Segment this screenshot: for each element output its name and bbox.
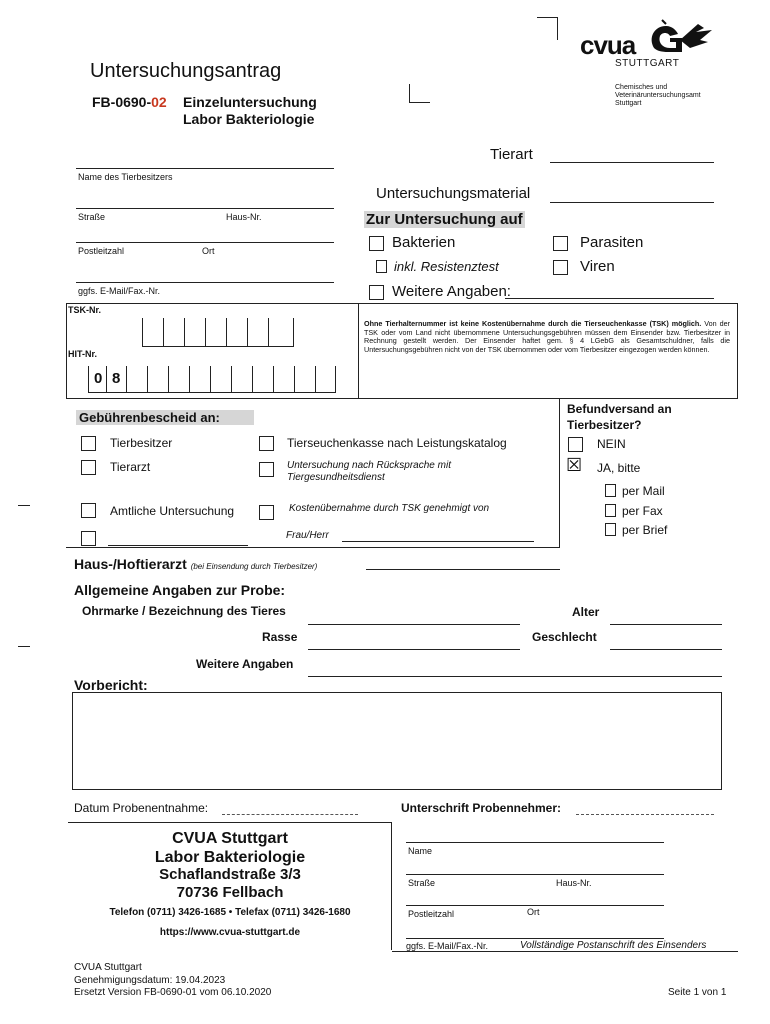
lab-web[interactable]: https://www.cvua-stuttgart.de [159, 927, 301, 938]
hit-digit-2: 8 [112, 370, 121, 387]
checkbox-resistenz[interactable] [376, 260, 387, 273]
corner-mark-bottom-left [409, 84, 430, 103]
checkbox-fee-tierarzt[interactable] [81, 460, 96, 475]
form-title: Untersuchungsantrag [90, 60, 282, 82]
form-name-line1: Einzeluntersuchung [183, 94, 317, 110]
lab-address-line2: Labor Bakteriologie [154, 849, 306, 866]
tsk-digit-field[interactable] [142, 318, 294, 347]
rasse-label: Rasse [262, 630, 298, 644]
logo-bird-icon [646, 18, 716, 58]
checkbox-viren[interactable] [553, 260, 568, 275]
id-box-divider [358, 303, 359, 399]
owner-contact-label: ggfs. E-Mail/Fax.-Nr. [78, 286, 161, 296]
owner-contact-line[interactable] [76, 282, 334, 283]
datum-label: Datum Probenentnahme: [74, 801, 209, 815]
checkbox-fee-tierbesitzer[interactable] [81, 436, 96, 451]
weitere-angaben-line[interactable] [308, 676, 722, 677]
sender-zip-label: Postleitzahl [408, 909, 455, 919]
vet-label-text: Haus-/Hoftierarzt [74, 556, 187, 572]
sender-bottom-line [392, 951, 738, 952]
checkbox-report-mail[interactable] [605, 484, 616, 497]
vet-note: (bei Einsendung durch Tierbesitzer) [190, 562, 318, 571]
tsk-label: TSK-Nr. [68, 305, 102, 315]
checkbox-weitere[interactable] [369, 285, 384, 300]
unterschrift-line[interactable] [576, 814, 714, 815]
checkbox-report-fax[interactable] [605, 504, 616, 517]
checkbox-bakterien[interactable] [369, 236, 384, 251]
hit-label: HIT-Nr. [68, 349, 98, 359]
sender-zip-line[interactable] [406, 905, 664, 906]
sender-name-label: Name [408, 846, 433, 856]
frau-herr-label: Frau/Herr [286, 530, 329, 541]
tsk-notice [364, 320, 730, 354]
sender-street-line[interactable] [406, 874, 664, 875]
unterschrift-label: Unterschrift Probennehmer: [401, 801, 562, 815]
checkbox-fee-amtlich[interactable] [81, 503, 96, 518]
logo-sub2: Veterinäruntersuchungsamt [615, 92, 701, 99]
logo-text: cvua [580, 30, 636, 60]
tierart-label: Tierart [490, 146, 533, 163]
owner-street-label: Straße [78, 212, 106, 222]
fee-tsk-katalog-label: Tierseuchenkasse nach Leistungskatalog [287, 436, 507, 450]
lab-address-line3: Schaflandstraße 3/3 [159, 866, 301, 883]
owner-street-line[interactable] [76, 208, 334, 209]
sample-title: Allgemeine Angaben zur Probe: [74, 582, 286, 598]
logo-sub1: Chemisches und [615, 84, 668, 91]
tierart-line[interactable] [550, 162, 714, 163]
report-mail-label: per Mail [622, 484, 665, 498]
checkbox-fee-tsk-katalog[interactable] [259, 436, 274, 451]
opt-parasiten-label: Parasiten [580, 234, 644, 251]
form-name-line2: Labor Bakteriologie [183, 111, 315, 127]
examination-section-label: Zur Untersuchung auf [366, 211, 523, 228]
checkbox-fee-other[interactable] [81, 531, 96, 546]
owner-house-label: Haus-Nr. [226, 212, 262, 222]
sender-house-label: Haus-Nr. [556, 878, 592, 888]
footer-approval: Genehmigungsdatum: 19.04.2023 [74, 975, 226, 986]
report-fax-label: per Fax [622, 504, 663, 518]
footer-page: Seite 1 von 1 [668, 987, 727, 998]
margin-mark [18, 646, 30, 647]
material-line[interactable] [550, 202, 714, 203]
opt-viren-label: Viren [580, 258, 615, 275]
sender-contact-label: ggfs. E-Mail/Fax.-Nr. [406, 941, 489, 951]
vet-label [74, 556, 317, 572]
material-label: Untersuchungsmaterial [376, 185, 531, 202]
footer-replaces: Ersetzt Version FB-0690-01 vom 06.10.2020 [74, 987, 272, 998]
fees-title: Gebührenbescheid an: [76, 410, 254, 425]
form-code-prefix: FB-0690- [92, 94, 152, 110]
frau-herr-line[interactable] [342, 541, 534, 542]
ohrmarke-line[interactable] [308, 624, 520, 625]
checkbox-report-ja[interactable]: ☒ [566, 455, 583, 475]
vorbericht-textarea[interactable] [72, 692, 722, 790]
report-brief-label: per Brief [622, 523, 668, 537]
fee-tierbesitzer-label: Tierbesitzer [110, 436, 173, 450]
alter-line[interactable] [610, 624, 722, 625]
lab-address-line1: CVUA Stuttgart [172, 830, 288, 847]
vorbericht-label: Vorbericht: [74, 677, 148, 693]
logo-city: STUTTGART [615, 58, 680, 69]
owner-name-label: Name des Tierbesitzers [78, 172, 173, 182]
form-code [92, 94, 167, 110]
geschlecht-line[interactable] [610, 649, 722, 650]
checkbox-report-nein[interactable] [568, 437, 583, 452]
tsk-notice-rest: Von der TSK oder vom Land nicht übernommene Untersuchungsgebühren müssen dem Einsender bzw. Tierbesitzer in Rechnung gestellt werden. Der Einsender haftet gem. § 4 LGebG als Gesamtschuldner, falls die Untersuchungsgebühren nicht von der TSK übernommen oder vom Tierbesitzer eingezogen werden können. [364, 319, 731, 354]
owner-zip-line[interactable] [76, 242, 334, 243]
tsk-notice-bold: Ohne Tierhalternummer ist keine Kostenübernahme durch die Tierseuchenkasse (TSK) möglich. [364, 319, 702, 328]
checkbox-report-brief[interactable] [605, 523, 616, 536]
opt-bakterien-label: Bakterien [392, 234, 456, 251]
corner-mark-top-right [537, 17, 558, 40]
alter-label: Alter [572, 605, 600, 619]
logo-sub3: Stuttgart [615, 100, 642, 107]
rasse-line[interactable] [308, 649, 520, 650]
sender-city-label: Ort [527, 907, 540, 917]
sender-street-label: Straße [408, 878, 436, 888]
checkbox-parasiten[interactable] [553, 236, 568, 251]
checkbox-fee-ruecksprache[interactable] [259, 462, 274, 477]
lab-phone: Telefon (0711) 3426-1685 • Telefax (0711) 3426-1680 [109, 907, 351, 918]
weitere-line[interactable] [505, 298, 714, 299]
sender-note: Vollständige Postanschrift des Einsenders [520, 940, 707, 951]
fee-tierarzt-label: Tierarzt [110, 460, 151, 474]
report-nein-label: NEIN [597, 437, 626, 451]
sender-contact-line[interactable] [406, 938, 664, 939]
fee-ruecksprache-label: Untersuchung nach Rücksprache mit Tiergesundheitsdienst [287, 460, 451, 483]
footer-org: CVUA Stuttgart [74, 962, 142, 973]
opt-resistenz-label: inkl. Resistenztest [394, 259, 499, 274]
checkbox-fee-tsk-genehmigt[interactable] [259, 505, 274, 520]
report-title-line1: Befundversand an [567, 402, 672, 416]
cvua-logo [580, 18, 720, 78]
weitere-angaben-label: Weitere Angaben [196, 657, 294, 671]
geschlecht-label: Geschlecht [532, 630, 597, 644]
hit-digit-field[interactable] [88, 366, 336, 393]
hit-digit-1: 0 [94, 370, 103, 387]
form-code-version: 02 [151, 94, 167, 110]
ohrmarke-label: Ohrmarke / Bezeichnung des Tieres [82, 604, 286, 618]
fee-tsk-genehmigt-label: Kostenübernahme durch TSK genehmigt von [289, 503, 490, 514]
owner-city-label: Ort [202, 246, 215, 256]
sender-name-line[interactable] [406, 842, 664, 843]
datum-line[interactable] [222, 814, 358, 815]
fee-amtlich-label: Amtliche Untersuchung [110, 504, 235, 518]
lab-address-line4: 70736 Fellbach [176, 884, 284, 901]
vet-line[interactable] [366, 569, 560, 570]
report-ja-label: JA, bitte [597, 461, 641, 475]
owner-name-line[interactable] [76, 168, 334, 169]
owner-zip-label: Postleitzahl [78, 246, 125, 256]
margin-mark [18, 505, 30, 506]
opt-weitere-label: Weitere Angaben: [392, 283, 511, 300]
report-title-line2: Tierbesitzer? [567, 418, 642, 432]
fee-other-line[interactable] [108, 545, 248, 546]
